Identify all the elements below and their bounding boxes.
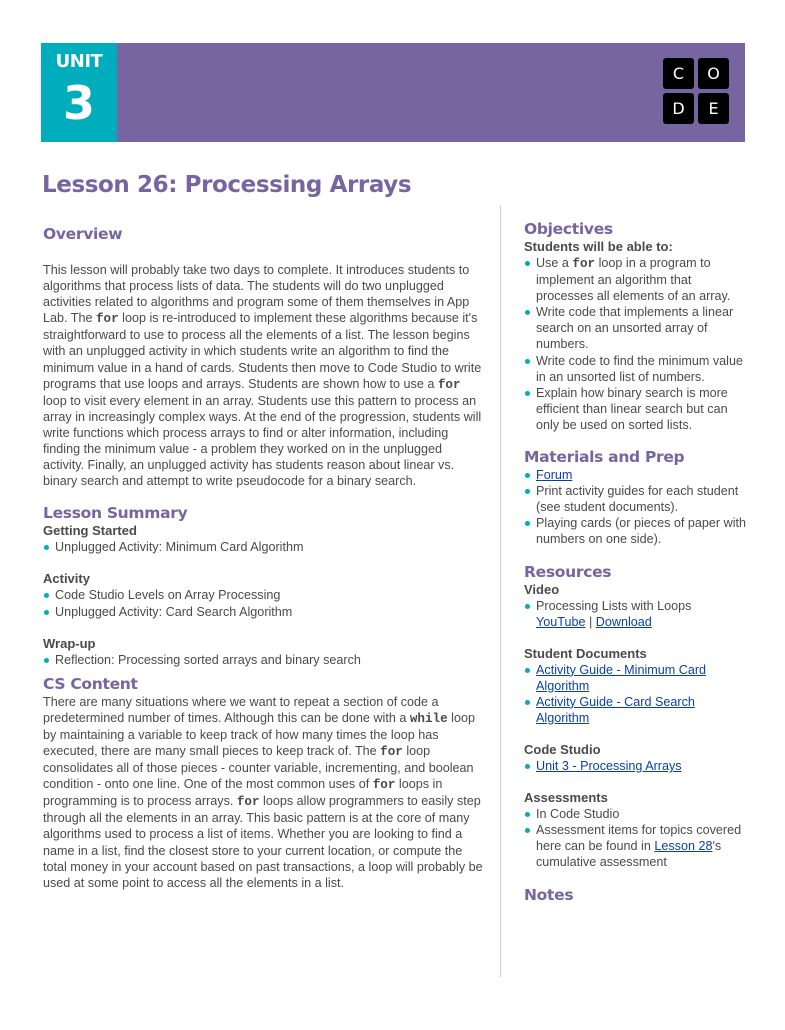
list-item: Explain how binary search is more efficient than linear search but can only be used on sorted lists. bbox=[524, 385, 749, 433]
unit3-processing-arrays-link[interactable]: Unit 3 - Processing Arrays bbox=[536, 759, 682, 774]
list-item bbox=[524, 662, 749, 694]
materials-list bbox=[524, 467, 749, 547]
student-documents-heading: Student Documents bbox=[524, 645, 647, 661]
code-for: for bbox=[95, 312, 119, 327]
activity-guide-minimum-card-link[interactable]: Activity Guide - Minimum Card Algorithm bbox=[536, 662, 707, 693]
code-for: for bbox=[380, 744, 403, 759]
overview-text: This lesson will probably take two days to complete. It introduces students to algorithms that process lists of data. The students will do two unplugged activities related to algorithms and program some of them themselves in App Lab. The for loop is re-introduced to implement these algorithms because it's straightforward to use to process all the elements of a list. The lesson begins with an unplugged activity in which students write an algorithm to find the minimum value in a hand of cards. Students then move to Code Studio to write programs that use loops and arrays. Students are shown how to use a for loop to visit every element in an array. Students use this pattern to process an array in increasingly complex ways. At the end of the progression, students will write functions which process arrays to find or alter information, including finding the minimum value - a problem they worked on in the unplugged activity. Finally, an unplugged activity has students reason about linear vs. binary search and attempt to write pseudocode for a binary search. bbox=[43, 263, 482, 489]
list-item bbox=[524, 758, 749, 774]
right-column bbox=[524, 219, 749, 905]
unit-badge bbox=[41, 43, 117, 142]
youtube-link[interactable]: YouTube bbox=[536, 614, 586, 629]
logo-letter-e: E bbox=[698, 93, 729, 124]
student-documents-list bbox=[524, 662, 749, 726]
list-item: Print activity guides for each student (see student documents). bbox=[524, 483, 749, 515]
materials-heading: Materials and Prep bbox=[524, 448, 685, 467]
getting-started-list bbox=[43, 539, 483, 555]
list-item bbox=[524, 467, 749, 483]
list-item: Use a for loop in a program to implement an algorithm that processes all elements of an array. bbox=[524, 255, 749, 304]
list-item: Unplugged Activity: Card Search Algorithm bbox=[43, 604, 483, 620]
resources-heading: Resources bbox=[524, 562, 612, 581]
code-org-logo bbox=[663, 58, 729, 125]
list-item: Assessment items for topics covered here can be found in Lesson 28's cumulative assessment bbox=[524, 822, 749, 870]
unit-header-banner bbox=[41, 43, 745, 142]
list-item: Write code that implements a linear search on an unsorted array of numbers. bbox=[524, 304, 749, 352]
group-activity: Activity bbox=[43, 571, 90, 587]
list-item: Playing cards (or pieces of paper with numbers on one side). bbox=[524, 515, 749, 547]
code-for: for bbox=[572, 257, 596, 271]
code-studio-heading: Code Studio bbox=[524, 742, 601, 758]
lesson-28-link[interactable]: Lesson 28 bbox=[654, 839, 713, 854]
group-getting-started: Getting Started bbox=[43, 523, 137, 539]
group-wrap-up: Wrap-up bbox=[43, 635, 96, 651]
forum-link[interactable]: Forum bbox=[536, 468, 573, 483]
objectives-heading: Objectives bbox=[524, 220, 613, 238]
notes-heading: Notes bbox=[524, 885, 574, 904]
list-item: Reflection: Processing sorted arrays and binary search bbox=[43, 652, 483, 668]
code-for: for bbox=[372, 778, 396, 793]
video-heading: Video bbox=[524, 581, 560, 597]
lesson-title: Lesson 26: Processing Arrays bbox=[42, 172, 412, 198]
cs-content-heading: CS Content bbox=[43, 674, 138, 693]
list-item bbox=[524, 694, 749, 726]
activity-guide-card-search-link[interactable]: Activity Guide - Card Search Algorithm bbox=[536, 694, 695, 725]
list-item: Write code to find the minimum value in an unsorted list of numbers. bbox=[524, 353, 749, 385]
lesson-summary-heading: Lesson Summary bbox=[43, 504, 188, 523]
download-link[interactable]: Download bbox=[595, 614, 652, 629]
list-item: In Code Studio bbox=[524, 806, 749, 822]
left-column bbox=[43, 224, 483, 891]
video-list bbox=[524, 598, 749, 630]
logo-letter-o: O bbox=[698, 58, 729, 89]
wrap-up-list bbox=[43, 652, 483, 668]
code-while: while bbox=[409, 711, 448, 726]
overview-heading: Overview bbox=[43, 225, 123, 243]
unit-number: 3 bbox=[62, 76, 95, 130]
unit-label: UNIT bbox=[55, 51, 103, 72]
code-for: for bbox=[236, 795, 260, 810]
column-divider bbox=[500, 205, 501, 977]
activity-list bbox=[43, 587, 483, 619]
cs-content-text: There are many situations where we want to repeat a section of code a predetermined number of times. Although this can be done with a while loop by maintaining a variable to keep track of how many times the loop has executed, there are many small pieces to keep track of. The for loop consolidates all of those pieces - counter variable, incrementing, and boolean condition - onto one line. One of the most common uses of for loops in programming is to process arrays. for loops allow programmers to easily step through all the elements in an array. This basic pattern is at the core of many algorithms used to process a list of items. Whether you are looking to find a name in a list, find the closest store to your current location, or compute the total money in your account based on past transactions, a loop will probably be used at some point to access all the elements in a list. bbox=[43, 694, 483, 890]
objectives-subheading: Students will be able to: bbox=[524, 239, 673, 254]
logo-letter-c: C bbox=[663, 58, 694, 89]
assessments-heading: Assessments bbox=[524, 790, 608, 806]
list-item: Code Studio Levels on Array Processing bbox=[43, 587, 483, 603]
code-for: for bbox=[437, 377, 461, 392]
logo-letter-d: D bbox=[663, 93, 694, 124]
objectives-list bbox=[524, 255, 749, 433]
list-item: Unplugged Activity: Minimum Card Algorithm bbox=[43, 539, 483, 555]
code-studio-list bbox=[524, 758, 749, 774]
list-item: Processing Lists with Loops YouTube | Download bbox=[524, 598, 749, 630]
assessments-list bbox=[524, 806, 749, 870]
